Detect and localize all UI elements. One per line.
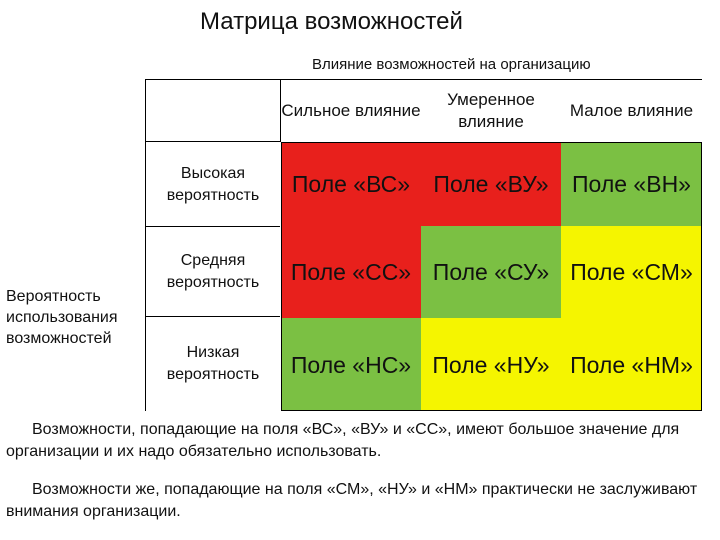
conclusion-text-2: Возможности же, попадающие на поля «СМ», «НУ» и «НМ» практически не заслуживают внимания организации. xyxy=(6,481,698,520)
page-title: Матрица возможностей xyxy=(200,8,463,35)
conclusion-paragraph-1 xyxy=(6,419,706,463)
matrix-cell-su: Поле «СУ» xyxy=(421,226,561,318)
row-header-medium: Средняя вероятность xyxy=(146,226,280,317)
probability-axis-label: Вероятность использования возможностей xyxy=(6,288,118,347)
matrix-cell-ss: Поле «СС» xyxy=(281,226,421,318)
column-header-moderate: Умеренное влияние xyxy=(447,90,535,131)
matrix-cell-nu: Поле «НУ» xyxy=(421,318,561,411)
matrix-cell-vu: Поле «ВУ» xyxy=(421,142,561,226)
column-header-strong: Сильное влияние xyxy=(281,101,421,120)
matrix-cell-vn: Поле «ВН» xyxy=(561,142,702,226)
matrix-cell-nm: Поле «НМ» xyxy=(561,318,702,411)
conclusion-text-1: Возможности, попадающие на поля «ВС», «ВУ» и «СС», имеют большое значение для организации и их надо обязательно использовать. xyxy=(6,421,680,460)
row-header-low: Низкая вероятность xyxy=(146,318,280,410)
matrix-corner xyxy=(145,79,281,142)
matrix-cell-ns: Поле «НС» xyxy=(281,318,421,411)
matrix-cell-vs: Поле «ВС» xyxy=(281,142,421,226)
header-rule xyxy=(281,79,702,80)
conclusion-paragraph-2 xyxy=(6,479,706,523)
matrix-subtitle: Влияние возможностей на организацию xyxy=(312,56,591,73)
row-header-high: Высокая вероятность xyxy=(146,143,280,226)
column-header-small: Малое влияние xyxy=(569,101,694,120)
matrix-cell-sm: Поле «СМ» xyxy=(561,226,702,318)
